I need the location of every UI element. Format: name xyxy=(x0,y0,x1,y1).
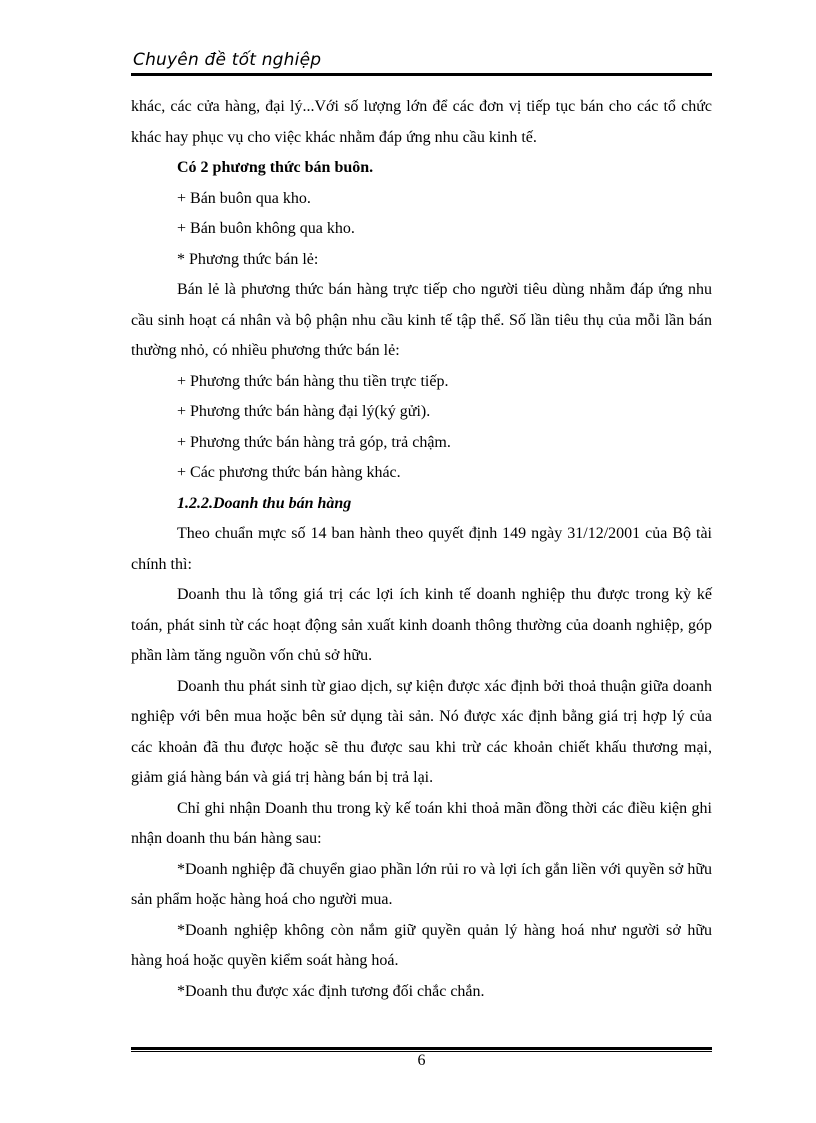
condition-item: *Doanh nghiệp không còn nắm giữ quyền quản lý hàng hoá như người sở hữu hàng hoá hoặc quyền kiểm soát hàng hoá. xyxy=(131,921,712,969)
list-item: + Bán buôn qua kho. xyxy=(177,189,311,207)
paragraph: Theo chuẩn mực số 14 ban hành theo quyết định 149 ngày 31/12/2001 của Bộ tài chính thì: xyxy=(131,525,712,573)
header-rule xyxy=(131,73,712,76)
condition-item: *Doanh thu được xác định tương đối chắc chắn. xyxy=(177,982,485,1000)
paragraph: Chỉ ghi nhận Doanh thu trong kỳ kế toán khi thoả mãn đồng thời các điều kiện ghi nhận doanh thu bán hàng sau: xyxy=(131,799,712,847)
condition-item: *Doanh nghiệp đã chuyển giao phần lớn rủi ro và lợi ích gắn liền với quyền sở hữu sản phẩm hoặc hàng hoá cho người mua. xyxy=(131,860,712,908)
subheading: * Phương thức bán lẻ: xyxy=(177,250,319,268)
list-item: + Phương thức bán hàng đại lý(ký gửi). xyxy=(177,403,431,420)
list-item: + Phương thức bán hàng trả góp, trả chậm. xyxy=(177,433,451,451)
list-item: + Bán buôn không qua kho. xyxy=(177,220,355,237)
list-item: + Phương thức bán hàng thu tiền trực tiếp. xyxy=(177,372,449,390)
paragraph: Doanh thu phát sinh từ giao dịch, sự kiện được xác định bởi thoả thuận giữa doanh nghiệp với bên mua hoặc bên sử dụng tài sản. Nó được xác định bằng giá trị hợp lý của các khoản đã thu được hoặc sẽ thu được sau khi trừ các khoản chiết khấu thương mại, giảm giá hàng bán và giá trị hàng bán bị trả lại. xyxy=(131,677,712,786)
paragraph: khác, các cửa hàng, đại lý...Với số lượng lớn để các đơn vị tiếp tục bán cho các tổ chức khác hay phục vụ cho việc khác nhằm đáp ứng nhu cầu kinh tế. xyxy=(131,98,712,146)
paragraph: Bán lẻ là phương thức bán hàng trực tiếp cho người tiêu dùng nhằm đáp ứng nhu cầu sinh hoạt cá nhân và bộ phận nhu cầu kinh tế tập thể. Số lần tiêu thụ của mỗi lần bán thường nhỏ, có nhiều phương thức bán lẻ: xyxy=(131,281,712,359)
document-body xyxy=(131,92,712,1007)
page-number: 6 xyxy=(417,1052,426,1069)
section-title: 1.2.2.Doanh thu bán hàng xyxy=(177,494,352,512)
list-item: + Các phương thức bán hàng khác. xyxy=(177,464,401,481)
header-title: Chuyên đề tốt nghiệp xyxy=(133,50,322,70)
section-heading: Có 2 phương thức bán buôn. xyxy=(177,159,374,176)
paragraph: Doanh thu là tổng giá trị các lợi ích kinh tế doanh nghiệp thu được trong kỳ kế toán, phát sinh từ các hoạt động sản xuất kinh doanh thông thường của doanh nghiệp, góp phần làm tăng nguồn vốn chủ sở hữu. xyxy=(131,586,712,664)
footer-rule xyxy=(131,1047,712,1050)
